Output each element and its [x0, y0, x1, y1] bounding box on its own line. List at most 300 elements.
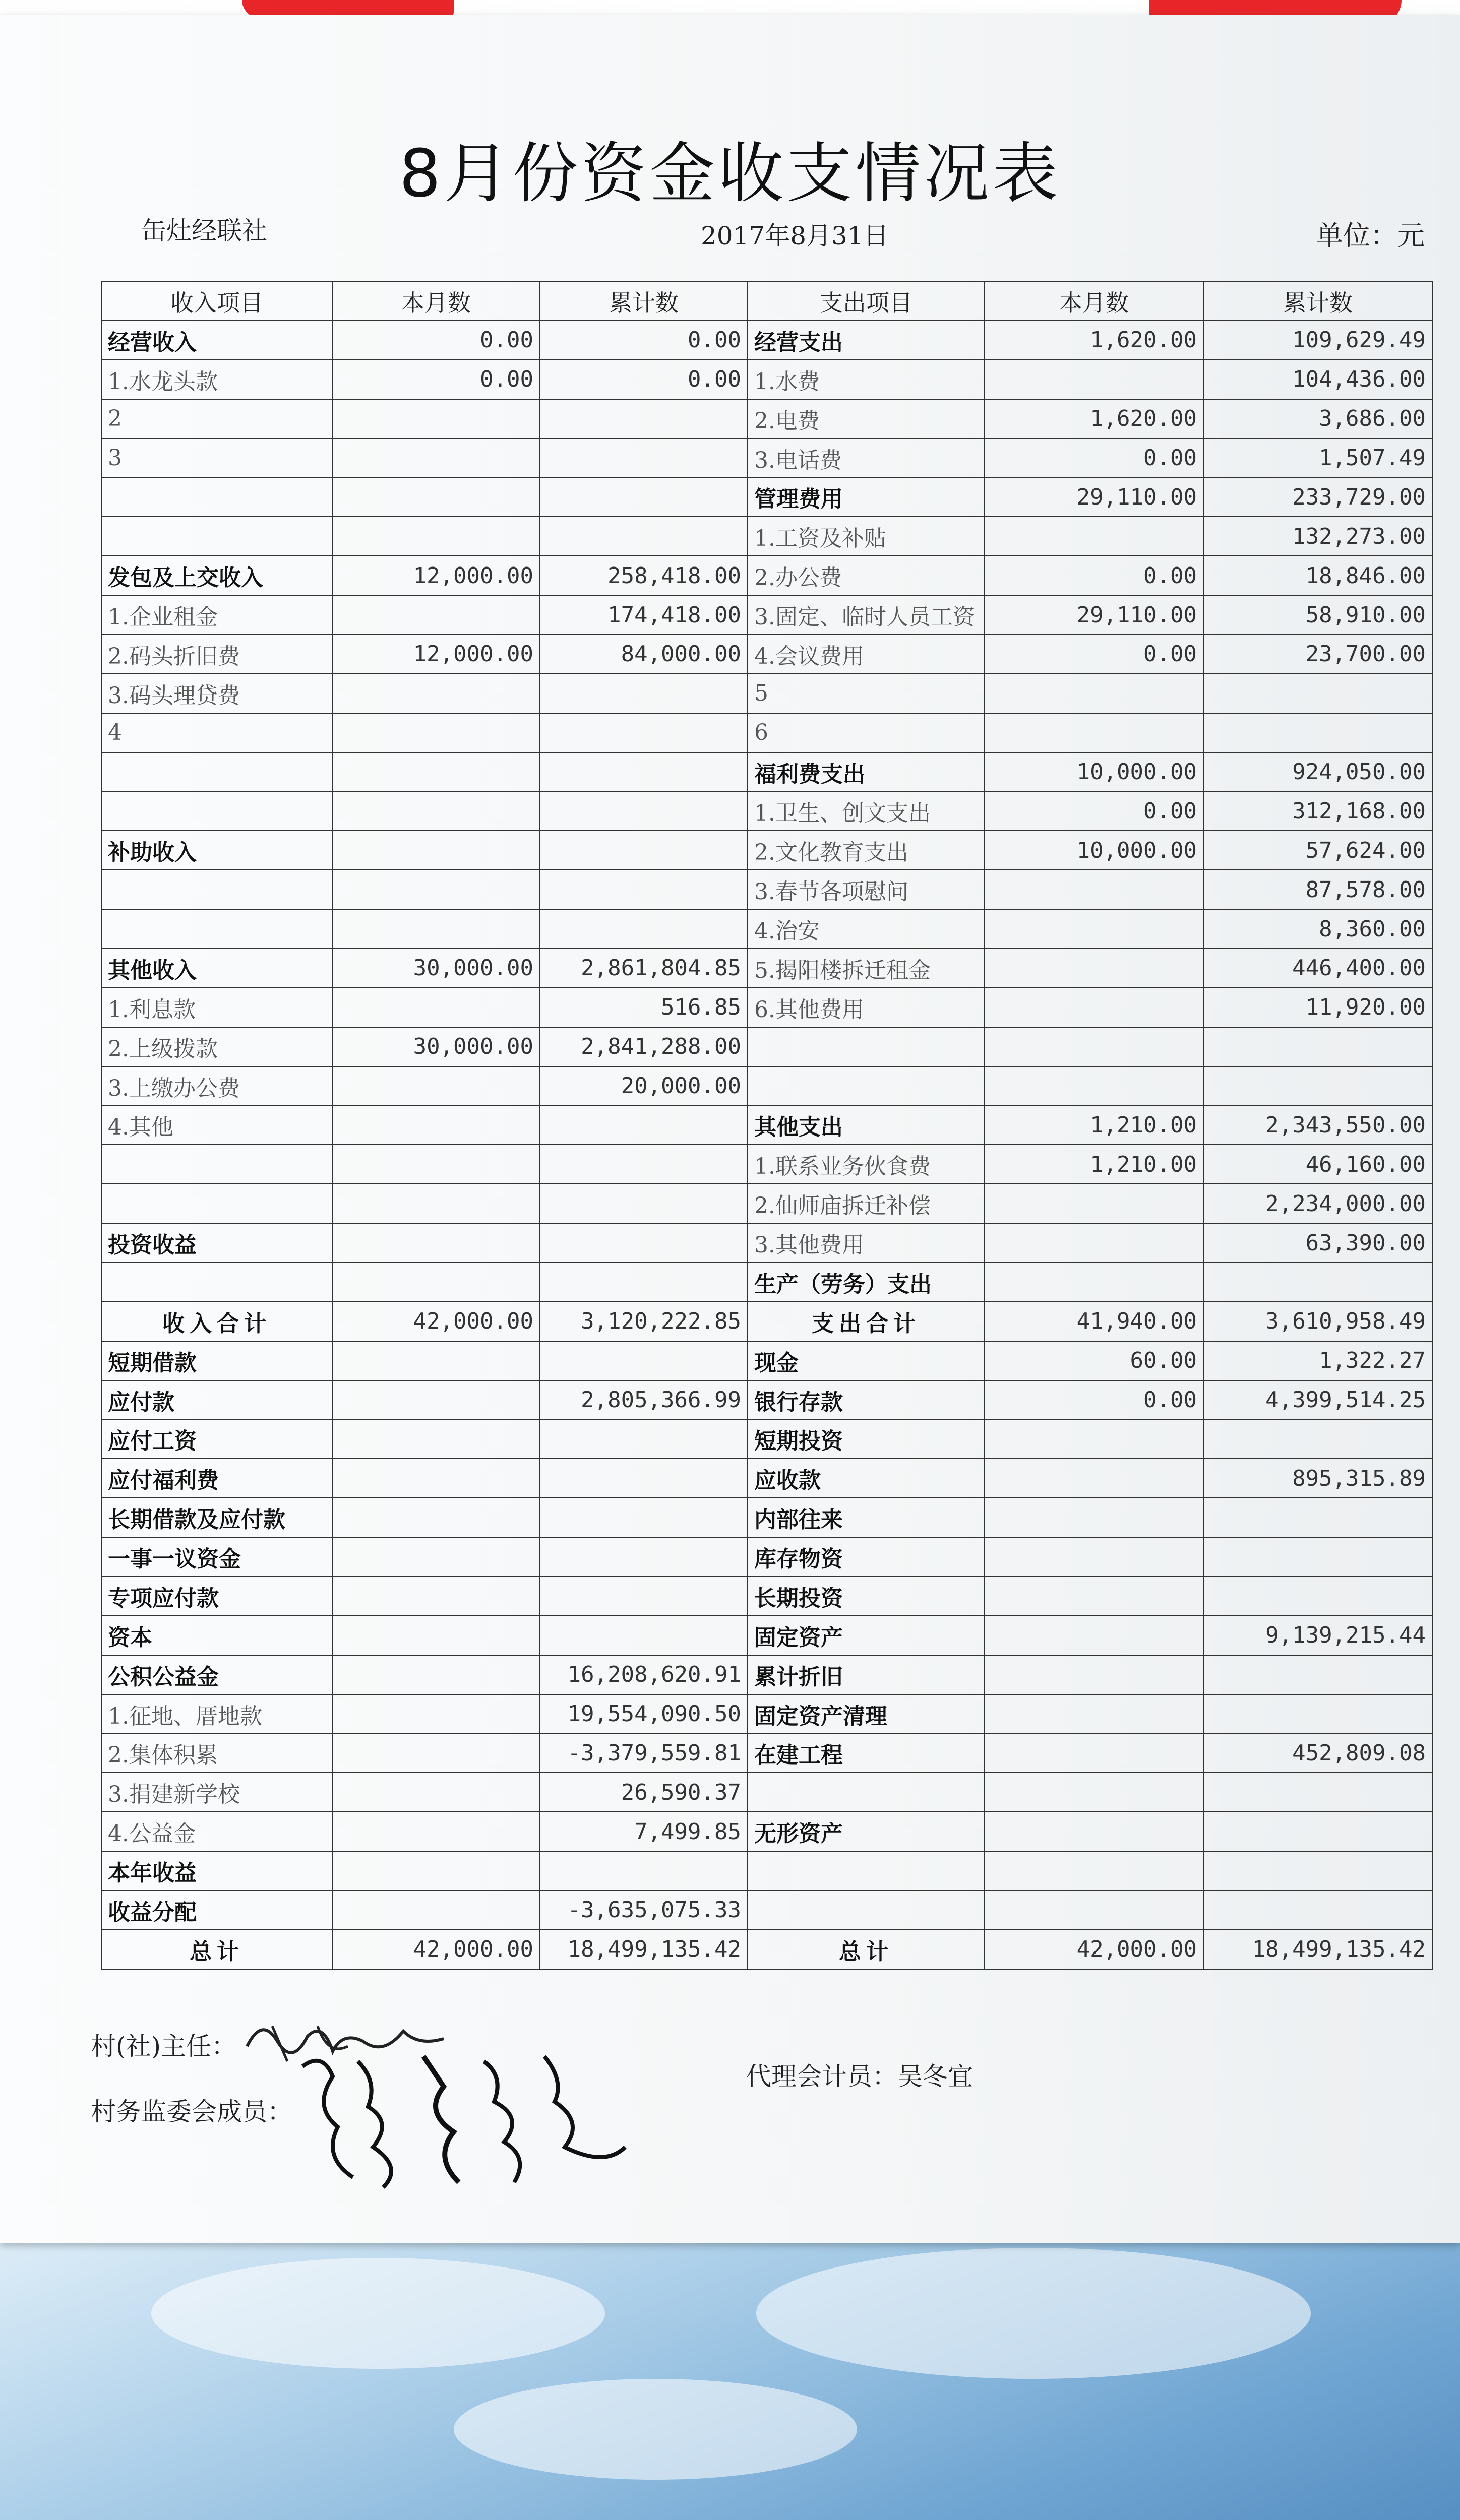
cumulative-amount-cell: 3,686.00	[1203, 399, 1432, 438]
month-amount-cell	[985, 1223, 1203, 1263]
cumulative-amount-cell: 26,590.37	[540, 1773, 748, 1812]
table-row	[101, 478, 1432, 517]
expense-item-cell: 库存物资	[748, 1537, 985, 1577]
cumulative-amount-cell: 46,160.00	[1203, 1145, 1432, 1184]
expense-item-cell: 累计折旧	[748, 1655, 985, 1694]
month-amount-cell	[332, 792, 540, 831]
income-item-cell: 4.公益金	[101, 1812, 332, 1851]
month-amount-cell: 0.00	[332, 321, 540, 360]
cumulative-amount-cell	[1203, 1655, 1432, 1694]
cumulative-amount-cell	[540, 1420, 748, 1459]
month-amount-cell	[985, 517, 1203, 556]
month-amount-cell	[332, 1106, 540, 1145]
month-amount-cell	[985, 360, 1203, 399]
month-amount-cell: 0.00	[985, 1380, 1203, 1420]
expense-item-cell: 1.卫生、创文支出	[748, 792, 985, 831]
table-row	[101, 831, 1432, 870]
month-amount-cell	[985, 1616, 1203, 1655]
month-amount-cell	[985, 1537, 1203, 1577]
income-item-cell: 经营收入	[101, 321, 332, 360]
table-row	[101, 1184, 1432, 1223]
cumulative-amount-cell: 312,168.00	[1203, 792, 1432, 831]
expense-item-cell: 现金	[748, 1341, 985, 1380]
income-item-cell	[101, 752, 332, 792]
cumulative-amount-cell	[540, 1537, 748, 1577]
document-title: 8月份资金收支情况表	[399, 135, 1061, 212]
cumulative-amount-cell	[540, 792, 748, 831]
expense-item-cell: 2.仙师庙拆迁补偿	[748, 1184, 985, 1223]
table-row	[101, 1930, 1432, 1969]
cumulative-amount-cell	[540, 713, 748, 752]
month-amount-cell	[985, 1184, 1203, 1223]
expense-item-cell: 固定资产清理	[748, 1694, 985, 1734]
income-item-cell: 收入合计	[101, 1302, 332, 1341]
month-amount-cell	[332, 909, 540, 949]
cumulative-amount-cell: 18,499,135.42	[540, 1930, 748, 1969]
expense-item-cell: 生产（劳务）支出	[748, 1263, 985, 1302]
expense-item-cell	[748, 1773, 985, 1812]
cumulative-amount-cell: 9,139,215.44	[1203, 1616, 1432, 1655]
cumulative-amount-cell	[1203, 1027, 1432, 1066]
income-item-cell: 4.其他	[101, 1106, 332, 1145]
cumulative-amount-cell: -3,379,559.81	[540, 1734, 748, 1773]
expense-item-cell: 应收款	[748, 1459, 985, 1498]
expense-item-cell: 3.电话费	[748, 438, 985, 478]
cumulative-amount-cell	[1203, 674, 1432, 713]
table-row	[101, 1577, 1432, 1616]
cumulative-amount-cell: 63,390.00	[1203, 1223, 1432, 1263]
cumulative-amount-cell: 57,624.00	[1203, 831, 1432, 870]
month-amount-cell	[332, 674, 540, 713]
table-row	[101, 909, 1432, 949]
month-amount-cell	[332, 1420, 540, 1459]
month-amount-cell: 42,000.00	[332, 1930, 540, 1969]
expense-item-cell	[748, 1066, 985, 1106]
cumulative-amount-cell: 23,700.00	[1203, 635, 1432, 674]
income-item-cell: 4	[101, 713, 332, 752]
table-header-row	[101, 282, 1432, 321]
cumulative-amount-cell	[540, 438, 748, 478]
cumulative-amount-cell: 18,499,135.42	[1203, 1930, 1432, 1969]
table-row	[101, 1891, 1432, 1930]
month-amount-cell	[332, 752, 540, 792]
report-date: 2017年8月31日	[701, 221, 889, 250]
expense-item-cell: 3.固定、临时人员工资	[748, 595, 985, 635]
cumulative-amount-cell: 87,578.00	[1203, 870, 1432, 909]
cumulative-amount-cell: 924,050.00	[1203, 752, 1432, 792]
month-amount-cell	[985, 1027, 1203, 1066]
month-amount-cell	[985, 1694, 1203, 1734]
expense-item-cell: 无形资产	[748, 1812, 985, 1851]
header-income-cumulative: 累计数	[540, 282, 748, 321]
cumulative-amount-cell	[540, 1106, 748, 1145]
table-row	[101, 1694, 1432, 1734]
cumulative-amount-cell	[540, 870, 748, 909]
month-amount-cell	[332, 1537, 540, 1577]
month-amount-cell: 1,210.00	[985, 1106, 1203, 1145]
income-item-cell	[101, 792, 332, 831]
table-row	[101, 321, 1432, 360]
signature-area	[91, 2011, 1402, 2223]
income-item-cell: 投资收益	[101, 1223, 332, 1263]
month-amount-cell	[985, 1263, 1203, 1302]
cumulative-amount-cell	[1203, 1773, 1432, 1812]
cumulative-amount-cell	[540, 1498, 748, 1537]
month-amount-cell	[985, 1498, 1203, 1537]
table-row	[101, 635, 1432, 674]
income-item-cell	[101, 870, 332, 909]
cumulative-amount-cell: 16,208,620.91	[540, 1655, 748, 1694]
income-item-cell: 本年收益	[101, 1851, 332, 1891]
cumulative-amount-cell	[1203, 1420, 1432, 1459]
cumulative-amount-cell	[540, 752, 748, 792]
month-amount-cell	[985, 1891, 1203, 1930]
income-item-cell: 收益分配	[101, 1891, 332, 1930]
expense-item-cell: 经营支出	[748, 321, 985, 360]
header-expense-month: 本月数	[985, 282, 1203, 321]
expense-item-cell: 6	[748, 713, 985, 752]
month-amount-cell: 10,000.00	[985, 752, 1203, 792]
month-amount-cell	[985, 1420, 1203, 1459]
month-amount-cell	[985, 1459, 1203, 1498]
cumulative-amount-cell: 2,343,550.00	[1203, 1106, 1432, 1145]
income-item-cell: 短期借款	[101, 1341, 332, 1380]
document-paper	[0, 15, 1460, 2243]
cumulative-amount-cell: 2,234,000.00	[1203, 1184, 1432, 1223]
table-row	[101, 595, 1432, 635]
month-amount-cell: 29,110.00	[985, 478, 1203, 517]
cumulative-amount-cell: 18,846.00	[1203, 556, 1432, 595]
table-row	[101, 1734, 1432, 1773]
cloud-shape	[454, 2379, 857, 2480]
table-row	[101, 870, 1432, 909]
expense-item-cell: 1.联系业务伙食费	[748, 1145, 985, 1184]
expense-item-cell: 6.其他费用	[748, 988, 985, 1027]
cumulative-amount-cell	[1203, 1812, 1432, 1851]
cumulative-amount-cell	[1203, 1694, 1432, 1734]
table-row	[101, 1106, 1432, 1145]
month-amount-cell	[332, 478, 540, 517]
income-item-cell: 1.利息款	[101, 988, 332, 1027]
expense-item-cell: 福利费支出	[748, 752, 985, 792]
month-amount-cell	[332, 1184, 540, 1223]
month-amount-cell: 12,000.00	[332, 556, 540, 595]
month-amount-cell	[332, 1223, 540, 1263]
month-amount-cell	[985, 870, 1203, 909]
cumulative-amount-cell: 2,805,366.99	[540, 1380, 748, 1420]
cumulative-amount-cell	[1203, 1263, 1432, 1302]
month-amount-cell	[985, 1066, 1203, 1106]
income-item-cell: 长期借款及应付款	[101, 1498, 332, 1537]
cumulative-amount-cell	[1203, 1851, 1432, 1891]
cumulative-amount-cell: 84,000.00	[540, 635, 748, 674]
month-amount-cell	[332, 1655, 540, 1694]
income-item-cell	[101, 478, 332, 517]
expense-item-cell	[748, 1027, 985, 1066]
income-item-cell	[101, 1145, 332, 1184]
income-item-cell: 2	[101, 399, 332, 438]
income-item-cell	[101, 1184, 332, 1223]
month-amount-cell: 60.00	[985, 1341, 1203, 1380]
table-row	[101, 517, 1432, 556]
table-row	[101, 713, 1432, 752]
committee-label: 村务监委会成员：	[91, 2097, 292, 2126]
header-income-month: 本月数	[332, 282, 540, 321]
expense-item-cell: 2.文化教育支出	[748, 831, 985, 870]
income-item-cell: 3.上缴办公费	[101, 1066, 332, 1106]
expense-item-cell: 在建工程	[748, 1734, 985, 1773]
month-amount-cell	[985, 1577, 1203, 1616]
month-amount-cell	[332, 988, 540, 1027]
table-row	[101, 1537, 1432, 1577]
header-expense-cumulative: 累计数	[1203, 282, 1432, 321]
table-row	[101, 1851, 1432, 1891]
month-amount-cell	[985, 1773, 1203, 1812]
month-amount-cell: 0.00	[985, 556, 1203, 595]
income-item-cell: 1.水龙头款	[101, 360, 332, 399]
table-row	[101, 399, 1432, 438]
table-row	[101, 1655, 1432, 1694]
expense-item-cell: 内部往来	[748, 1498, 985, 1537]
expense-item-cell: 3.春节各项慰问	[748, 870, 985, 909]
month-amount-cell: 12,000.00	[332, 635, 540, 674]
cumulative-amount-cell	[1203, 713, 1432, 752]
month-amount-cell: 41,940.00	[985, 1302, 1203, 1341]
cumulative-amount-cell: 104,436.00	[1203, 360, 1432, 399]
cumulative-amount-cell: 446,400.00	[1203, 949, 1432, 988]
income-item-cell: 2.码头折旧费	[101, 635, 332, 674]
month-amount-cell	[332, 1380, 540, 1420]
income-item-cell	[101, 1263, 332, 1302]
cumulative-amount-cell	[1203, 1498, 1432, 1537]
cumulative-amount-cell	[540, 674, 748, 713]
month-amount-cell	[985, 713, 1203, 752]
table-row	[101, 1420, 1432, 1459]
month-amount-cell	[332, 831, 540, 870]
cumulative-amount-cell: 233,729.00	[1203, 478, 1432, 517]
expense-item-cell: 4.会议费用	[748, 635, 985, 674]
cumulative-amount-cell: 895,315.89	[1203, 1459, 1432, 1498]
cumulative-amount-cell: 174,418.00	[540, 595, 748, 635]
income-item-cell: 补助收入	[101, 831, 332, 870]
cumulative-amount-cell	[1203, 1577, 1432, 1616]
cumulative-amount-cell: 132,273.00	[1203, 517, 1432, 556]
income-item-cell: 其他收入	[101, 949, 332, 988]
cumulative-amount-cell: 452,809.08	[1203, 1734, 1432, 1773]
cumulative-amount-cell	[540, 1145, 748, 1184]
cloud-shape	[151, 2258, 605, 2369]
table-row	[101, 1380, 1432, 1420]
cloud-shape	[756, 2248, 1311, 2379]
cumulative-amount-cell	[540, 1851, 748, 1891]
income-item-cell	[101, 517, 332, 556]
income-item-cell: 应付工资	[101, 1420, 332, 1459]
month-amount-cell: 1,620.00	[985, 399, 1203, 438]
month-amount-cell: 1,210.00	[985, 1145, 1203, 1184]
cumulative-amount-cell	[540, 1341, 748, 1380]
table-row	[101, 674, 1432, 713]
cumulative-amount-cell: -3,635,075.33	[540, 1891, 748, 1930]
income-item-cell: 3	[101, 438, 332, 478]
income-item-cell: 1.征地、厝地款	[101, 1694, 332, 1734]
expense-item-cell: 5	[748, 674, 985, 713]
accountant-label: 代理会计员：吴冬宜	[746, 2062, 973, 2091]
cumulative-amount-cell	[540, 478, 748, 517]
table-row	[101, 1027, 1432, 1066]
month-amount-cell	[332, 1812, 540, 1851]
ledger-sheet	[101, 281, 1432, 1970]
expense-item-cell: 3.其他费用	[748, 1223, 985, 1263]
income-item-cell: 1.企业租金	[101, 595, 332, 635]
table-row	[101, 1223, 1432, 1263]
table-row	[101, 360, 1432, 399]
month-amount-cell	[332, 870, 540, 909]
income-item-cell: 2.集体积累	[101, 1734, 332, 1773]
month-amount-cell	[332, 1891, 540, 1930]
expense-item-cell: 长期投资	[748, 1577, 985, 1616]
month-amount-cell: 0.00	[332, 360, 540, 399]
table-row	[101, 1459, 1432, 1498]
cumulative-amount-cell: 19,554,090.50	[540, 1694, 748, 1734]
cumulative-amount-cell: 11,920.00	[1203, 988, 1432, 1027]
currency-unit: 单位：元	[1316, 220, 1425, 251]
table-row	[101, 988, 1432, 1027]
header-income-item: 收入项目	[101, 282, 332, 321]
income-item-cell: 专项应付款	[101, 1577, 332, 1616]
table-row	[101, 752, 1432, 792]
month-amount-cell	[332, 713, 540, 752]
cumulative-amount-cell	[540, 1184, 748, 1223]
month-amount-cell	[332, 1066, 540, 1106]
month-amount-cell	[985, 909, 1203, 949]
table-row	[101, 556, 1432, 595]
expense-item-cell: 总计	[748, 1930, 985, 1969]
income-item-cell: 应付福利费	[101, 1459, 332, 1498]
table-row	[101, 1498, 1432, 1537]
expense-item-cell: 2.电费	[748, 399, 985, 438]
table-row	[101, 1145, 1432, 1184]
month-amount-cell: 0.00	[985, 438, 1203, 478]
month-amount-cell	[332, 1734, 540, 1773]
expense-item-cell: 短期投资	[748, 1420, 985, 1459]
month-amount-cell	[332, 1694, 540, 1734]
month-amount-cell: 0.00	[985, 635, 1203, 674]
expense-item-cell: 1.水费	[748, 360, 985, 399]
cumulative-amount-cell: 20,000.00	[540, 1066, 748, 1106]
income-item-cell: 总计	[101, 1930, 332, 1969]
table-row	[101, 1812, 1432, 1851]
expense-item-cell: 1.工资及补贴	[748, 517, 985, 556]
table-row	[101, 792, 1432, 831]
cumulative-amount-cell	[540, 517, 748, 556]
cumulative-amount-cell	[540, 1263, 748, 1302]
cumulative-amount-cell: 1,507.49	[1203, 438, 1432, 478]
expense-item-cell: 5.揭阳楼拆迁租金	[748, 949, 985, 988]
cumulative-amount-cell: 109,629.49	[1203, 321, 1432, 360]
month-amount-cell	[332, 1577, 540, 1616]
cumulative-amount-cell	[540, 1459, 748, 1498]
cumulative-amount-cell	[540, 1223, 748, 1263]
cumulative-amount-cell: 8,360.00	[1203, 909, 1432, 949]
income-item-cell: 2.上级拨款	[101, 1027, 332, 1066]
cumulative-amount-cell: 2,861,804.85	[540, 949, 748, 988]
cumulative-amount-cell	[1203, 1066, 1432, 1106]
expense-item-cell	[748, 1891, 985, 1930]
expense-item-cell: 固定资产	[748, 1616, 985, 1655]
expense-item-cell: 支出合计	[748, 1302, 985, 1341]
cumulative-amount-cell: 3,610,958.49	[1203, 1302, 1432, 1341]
month-amount-cell	[332, 399, 540, 438]
month-amount-cell	[332, 1459, 540, 1498]
income-item-cell: 资本	[101, 1616, 332, 1655]
month-amount-cell	[332, 517, 540, 556]
income-item-cell: 3.捐建新学校	[101, 1773, 332, 1812]
table-row	[101, 438, 1432, 478]
director-label: 村(社)主任：	[91, 2032, 237, 2061]
expense-item-cell: 2.办公费	[748, 556, 985, 595]
month-amount-cell	[332, 438, 540, 478]
income-item-cell: 应付款	[101, 1380, 332, 1420]
cumulative-amount-cell: 4,399,514.25	[1203, 1380, 1432, 1420]
month-amount-cell	[332, 1773, 540, 1812]
ledger-table	[101, 281, 1433, 1970]
cumulative-amount-cell: 0.00	[540, 321, 748, 360]
table-row	[101, 1263, 1432, 1302]
income-item-cell	[101, 909, 332, 949]
month-amount-cell	[985, 1734, 1203, 1773]
month-amount-cell	[332, 1263, 540, 1302]
month-amount-cell	[985, 1851, 1203, 1891]
month-amount-cell: 30,000.00	[332, 949, 540, 988]
month-amount-cell: 30,000.00	[332, 1027, 540, 1066]
committee-signatures	[292, 2046, 645, 2197]
month-amount-cell: 10,000.00	[985, 831, 1203, 870]
expense-item-cell: 其他支出	[748, 1106, 985, 1145]
expense-item-cell: 管理费用	[748, 478, 985, 517]
month-amount-cell	[332, 1145, 540, 1184]
month-amount-cell: 29,110.00	[985, 595, 1203, 635]
expense-item-cell: 4.治安	[748, 909, 985, 949]
month-amount-cell	[985, 988, 1203, 1027]
cumulative-amount-cell	[1203, 1891, 1432, 1930]
cumulative-amount-cell: 58,910.00	[1203, 595, 1432, 635]
cumulative-amount-cell	[540, 909, 748, 949]
table-row	[101, 1773, 1432, 1812]
income-item-cell: 公积公益金	[101, 1655, 332, 1694]
table-row	[101, 1066, 1432, 1106]
cumulative-amount-cell	[540, 399, 748, 438]
month-amount-cell	[985, 949, 1203, 988]
cumulative-amount-cell: 3,120,222.85	[540, 1302, 748, 1341]
expense-item-cell: 银行存款	[748, 1380, 985, 1420]
month-amount-cell	[332, 1616, 540, 1655]
income-item-cell: 一事一议资金	[101, 1537, 332, 1577]
month-amount-cell: 0.00	[985, 792, 1203, 831]
month-amount-cell	[332, 1498, 540, 1537]
month-amount-cell	[332, 1341, 540, 1380]
month-amount-cell	[985, 674, 1203, 713]
expense-item-cell	[748, 1851, 985, 1891]
month-amount-cell	[985, 1812, 1203, 1851]
cumulative-amount-cell: 7,499.85	[540, 1812, 748, 1851]
month-amount-cell: 1,620.00	[985, 321, 1203, 360]
background-sky	[0, 2228, 1460, 2520]
table-row	[101, 1616, 1432, 1655]
month-amount-cell	[985, 1655, 1203, 1694]
cumulative-amount-cell: 258,418.00	[540, 556, 748, 595]
table-row	[101, 1341, 1432, 1380]
cumulative-amount-cell	[1203, 1537, 1432, 1577]
